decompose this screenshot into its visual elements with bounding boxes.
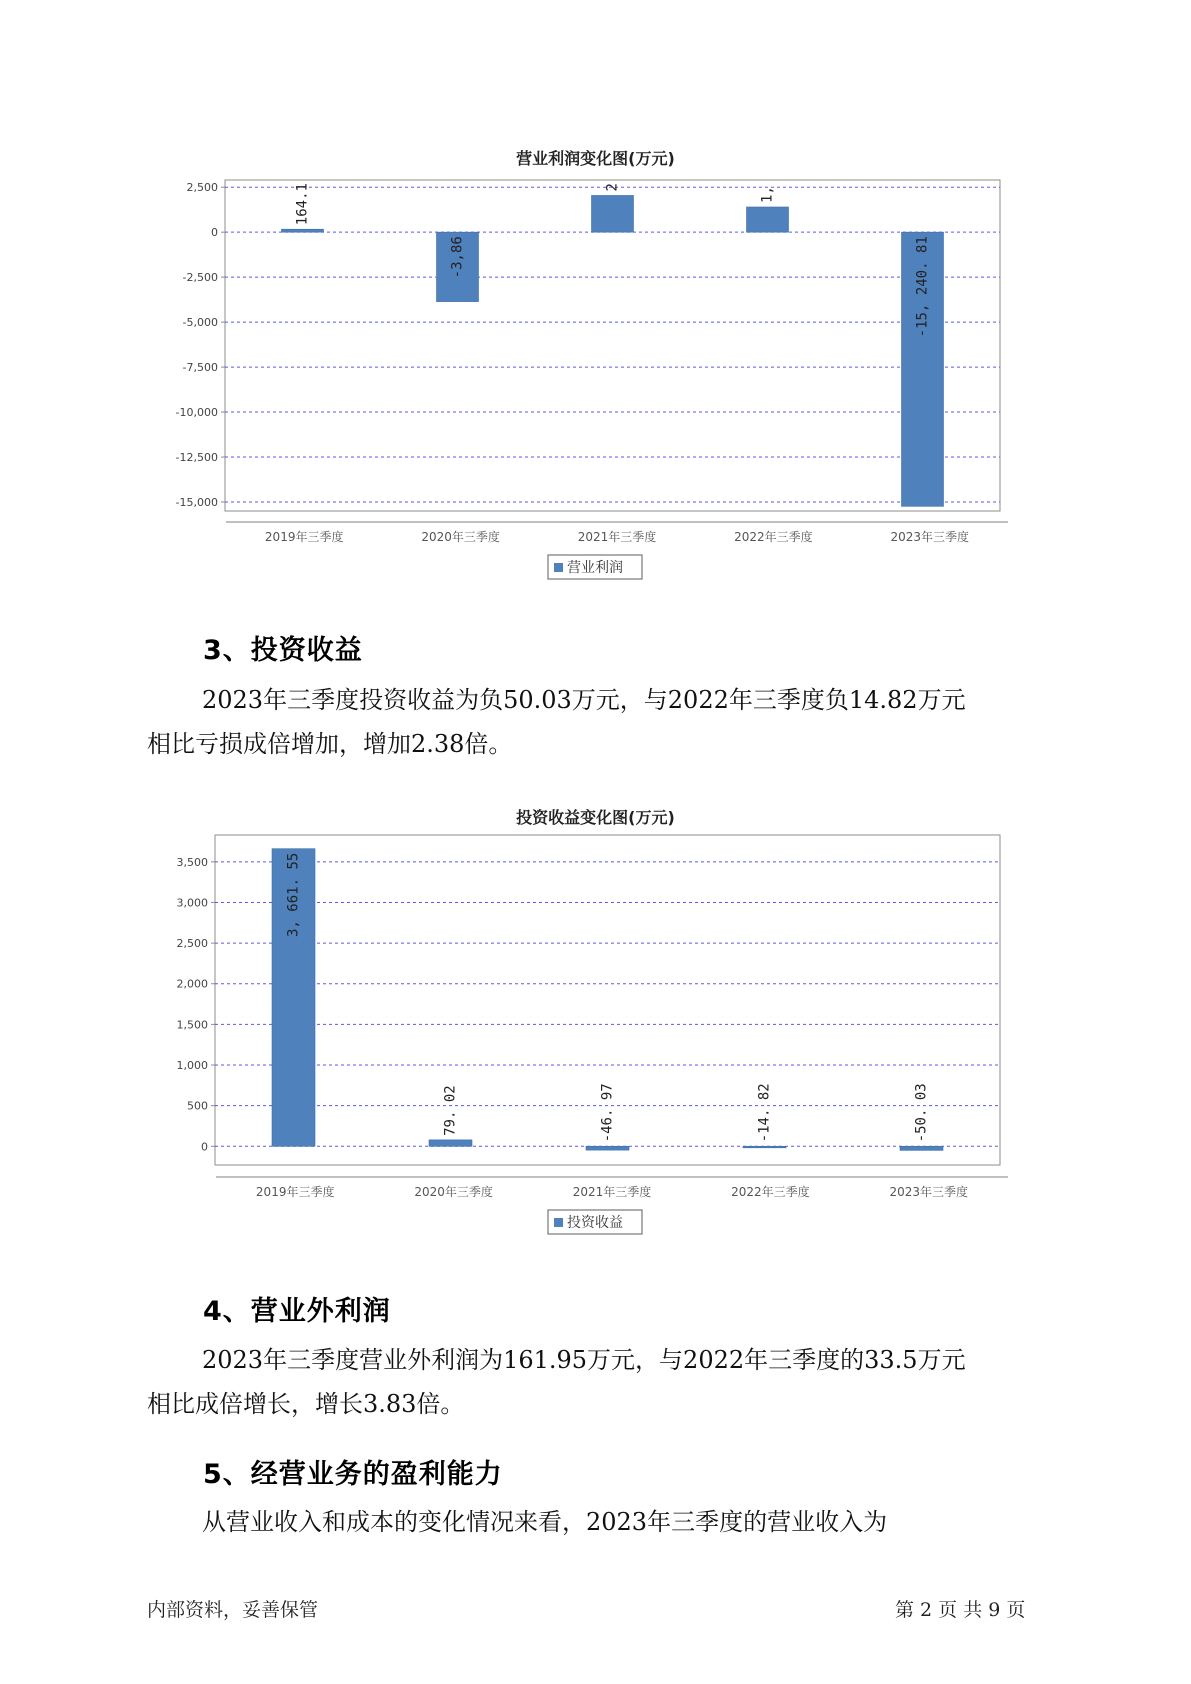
y-tick-label: 0 xyxy=(201,1140,208,1154)
y-tick-label: 1,000 xyxy=(176,1059,208,1073)
x-category-label: 2020年三季度 xyxy=(421,530,500,544)
paragraph-profitability xyxy=(147,1500,1047,1544)
y-tick-label: 0 xyxy=(211,226,218,240)
y-tick-label: -10,000 xyxy=(175,406,218,420)
footer-page-number: 第 2 页 共 9 页 xyxy=(895,1599,1026,1621)
bar-data-label: 3, 661. 55 xyxy=(285,852,302,937)
bar xyxy=(586,1146,629,1150)
bar-data-label: 1, xyxy=(759,186,776,203)
bar xyxy=(747,207,789,232)
investment-income-chart xyxy=(0,830,1191,1250)
bar xyxy=(743,1146,786,1148)
bar-data-label: -15, 240. 81 xyxy=(914,236,931,338)
x-category-label: 2019年三季度 xyxy=(255,1185,335,1199)
legend-label: 营业利润 xyxy=(567,560,623,576)
y-tick-label: 1,500 xyxy=(176,1018,208,1032)
section-heading-non-operating: 4、营业外利润 xyxy=(203,1296,391,1327)
y-tick-label: 3,500 xyxy=(176,855,208,869)
bar xyxy=(429,1140,472,1146)
section-heading-profitability: 5、经营业务的盈利能力 xyxy=(203,1459,503,1490)
bar-data-label: 79. 02 xyxy=(442,1085,459,1136)
bar xyxy=(592,195,634,232)
paragraph-line: 相比亏损成倍增加，增加2.38倍。 xyxy=(147,730,513,758)
chart-title-operating-profit: 营业利润变化图(万元) xyxy=(516,149,675,168)
y-tick-label: 2,000 xyxy=(176,977,208,991)
y-tick-label: -12,500 xyxy=(175,451,218,465)
y-tick-label: 3,000 xyxy=(176,896,208,910)
chart-title-investment-income: 投资收益变化图(万元) xyxy=(516,808,675,827)
operating-profit-chart xyxy=(0,170,1191,590)
y-tick-label: 2,500 xyxy=(176,937,208,951)
bar-data-label: -14. 82 xyxy=(756,1083,773,1143)
y-tick-label: -5,000 xyxy=(182,316,218,330)
section-heading-investment: 3、投资收益 xyxy=(203,635,363,666)
paragraph-line: 从营业收入和成本的变化情况来看，2023年三季度的营业收入为 xyxy=(202,1508,888,1536)
bar-data-label: -46. 97 xyxy=(599,1083,616,1143)
bar-data-label: 2 xyxy=(604,183,621,192)
x-category-label: 2019年三季度 xyxy=(264,530,344,544)
x-category-label: 2020年三季度 xyxy=(414,1185,493,1199)
paragraph-investment xyxy=(147,678,1047,766)
y-tick-label: 500 xyxy=(187,1099,208,1113)
footer-confidential-note: 内部资料，妥善保管 xyxy=(147,1599,319,1621)
paragraph-line: 2023年三季度营业外利润为161.95万元，与2022年三季度的33.5万元 xyxy=(202,1346,966,1374)
bar xyxy=(900,1146,943,1150)
y-tick-label: -15,000 xyxy=(175,496,218,510)
legend-swatch xyxy=(554,563,563,572)
x-category-label: 2022年三季度 xyxy=(734,530,813,544)
legend-label: 投资收益 xyxy=(567,1215,623,1231)
paragraph-line: 2023年三季度投资收益为负50.03万元，与2022年三季度负14.82万元 xyxy=(202,686,966,714)
y-tick-label: -7,500 xyxy=(182,361,218,375)
x-category-label: 2023年三季度 xyxy=(890,530,970,544)
bar-data-label: -3,86 xyxy=(449,236,466,279)
bar xyxy=(282,229,324,232)
paragraph-non-operating xyxy=(147,1338,1047,1426)
y-tick-label: -2,500 xyxy=(182,271,218,285)
x-category-label: 2023年三季度 xyxy=(889,1185,969,1199)
x-category-label: 2021年三季度 xyxy=(577,530,657,544)
paragraph-line: 相比成倍增长，增长3.83倍。 xyxy=(147,1390,465,1418)
x-category-label: 2021年三季度 xyxy=(572,1185,652,1199)
y-tick-label: 2,500 xyxy=(186,181,218,195)
bar-data-label: -50. 03 xyxy=(913,1083,930,1143)
bar-data-label: 164.1 xyxy=(294,183,311,226)
x-category-label: 2022年三季度 xyxy=(731,1185,810,1199)
legend-swatch xyxy=(554,1218,563,1227)
